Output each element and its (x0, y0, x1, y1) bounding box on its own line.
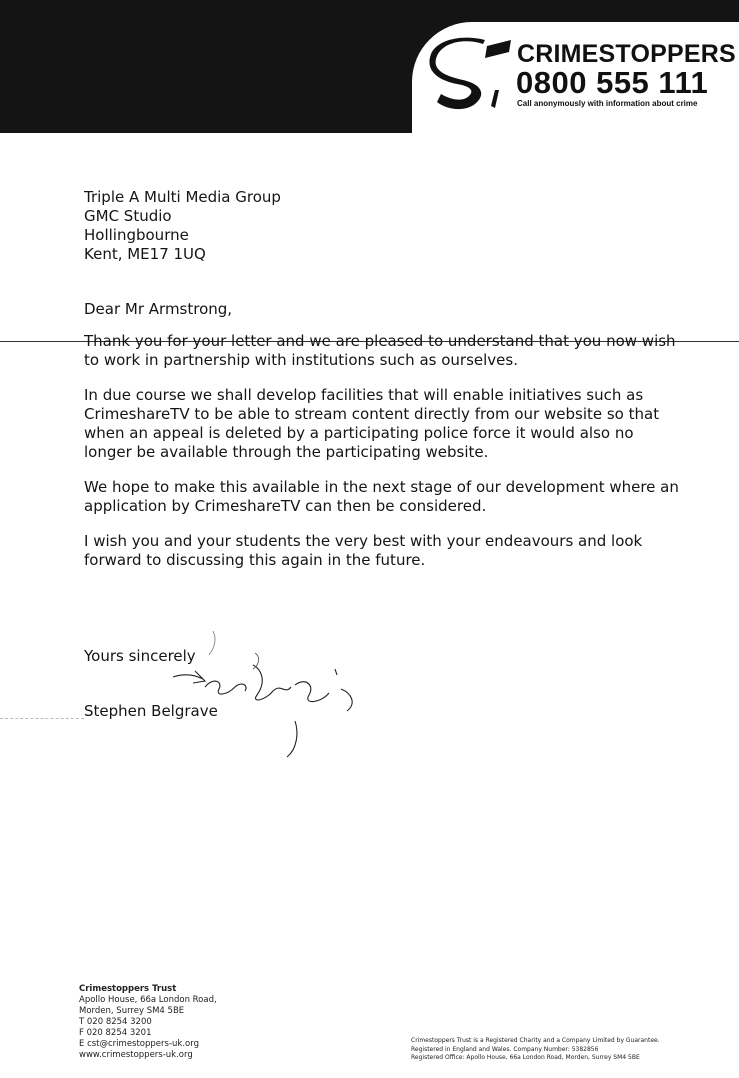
recipient-address (84, 188, 281, 264)
paragraph-4 (84, 532, 642, 570)
signer-name: Stephen Belgrave (84, 702, 218, 720)
brand-name: CRIMESTOPPERS (517, 40, 736, 68)
legal-line: Crimestoppers Trust is a Registered Charity and a Company Limited by Guarantee. (411, 1037, 660, 1044)
salutation: Dear Mr Armstrong, (84, 300, 233, 318)
paragraph-line: application by CrimeshareTV can then be considered. (84, 497, 487, 515)
address-line: GMC Studio (84, 207, 172, 225)
brand-tagline: Call anonymously with information about crime (517, 99, 698, 108)
paragraph-line: Thank you for your letter and we are pleased to understand that you now wish (84, 332, 676, 350)
paragraph-line: CrimeshareTV to be able to stream content directly from our website so that (84, 405, 660, 423)
paragraph-line: longer be available through the participating website. (84, 443, 489, 461)
paragraph-line: forward to discussing this again in the future. (84, 551, 426, 569)
legal-line: Registered Office: Apollo House, 66a London Road, Morden, Surrey SM4 5BE (411, 1054, 640, 1061)
footer-legal-notice (411, 1037, 660, 1063)
crimestoppers-logo-icon (425, 36, 515, 116)
footer-website: www.crimestoppers-uk.org (79, 1050, 193, 1060)
footer-address-line: Morden, Surrey SM4 5BE (79, 1006, 185, 1016)
paragraph-line: In due course we shall develop facilities that will enable initiatives such as (84, 386, 644, 404)
paragraph-3 (84, 478, 679, 516)
footer-phone: T 020 8254 3200 (79, 1017, 152, 1027)
closing: Yours sincerely (84, 647, 196, 665)
paragraph-line: when an appeal is deleted by a participating police force it would also no (84, 424, 634, 442)
signature-guide-line (0, 718, 84, 719)
paragraph-line: We hope to make this available in the next stage of our development where an (84, 478, 679, 496)
footer-address-line: Apollo House, 66a London Road, (79, 995, 217, 1005)
paragraph-line: I wish you and your students the very best with your endeavours and look (84, 532, 643, 550)
footer-org-name: Crimestoppers Trust (79, 984, 177, 994)
handwritten-signature (165, 625, 365, 765)
footer-fax: F 020 8254 3201 (79, 1028, 152, 1038)
paragraph-line: to work in partnership with institutions such as ourselves. (84, 351, 518, 369)
footer-email: E cst@crimestoppers-uk.org (79, 1039, 199, 1049)
paragraph-1 (84, 332, 676, 370)
footer-contact-block (79, 984, 217, 1061)
address-line: Kent, ME17 1UQ (84, 245, 206, 263)
address-line: Triple A Multi Media Group (84, 188, 281, 206)
legal-line: Registered in England and Wales. Company Number: 5382856 (411, 1045, 599, 1053)
hotline-number: 0800 555 111 (516, 65, 709, 100)
paragraph-2 (84, 386, 659, 462)
address-line: Hollingbourne (84, 226, 189, 244)
